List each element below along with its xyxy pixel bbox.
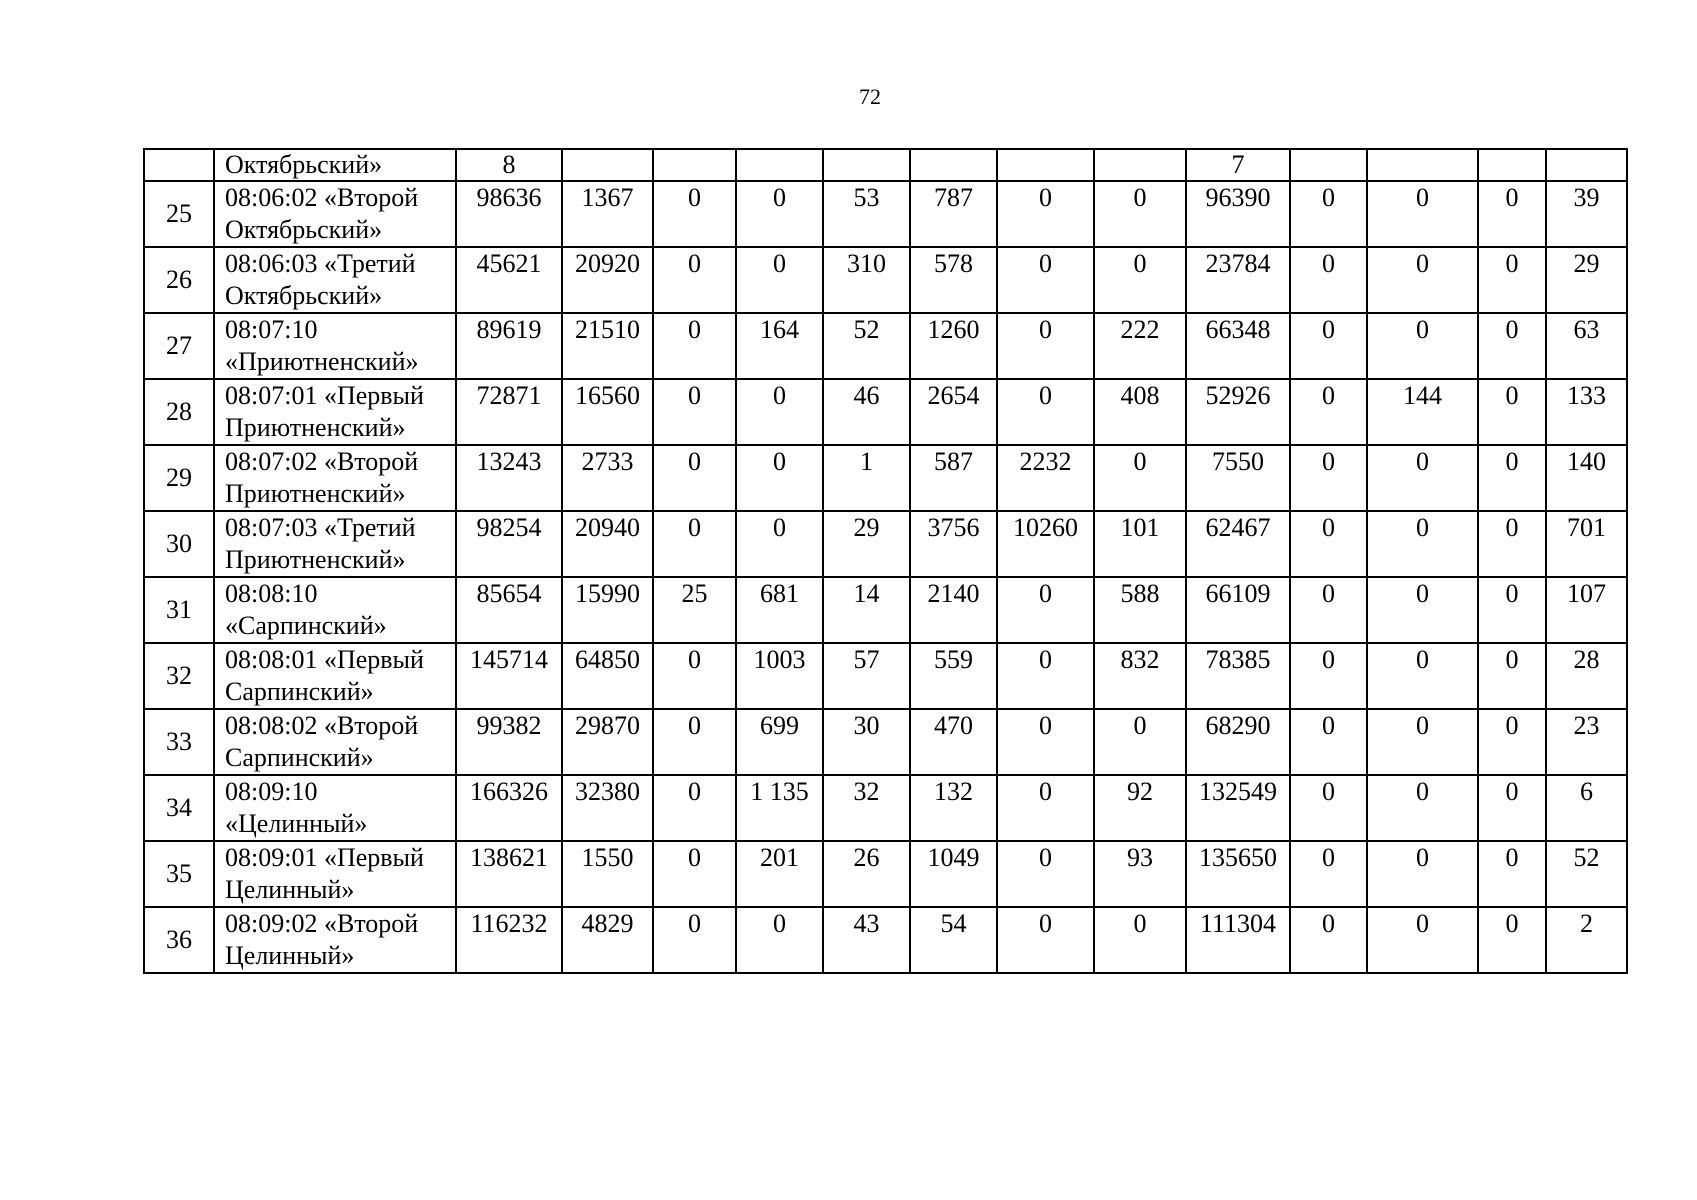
value-cell: 0 <box>653 709 736 775</box>
value-cell: 29 <box>1546 247 1627 313</box>
value-cell: 0 <box>1290 643 1367 709</box>
value-cell: 0 <box>997 775 1094 841</box>
table-row <box>144 379 1627 445</box>
value-cell: 54 <box>910 907 997 973</box>
value-cell <box>823 149 910 181</box>
value-cell: 0 <box>1290 841 1367 907</box>
value-cell: 52 <box>823 313 910 379</box>
value-cell: 1003 <box>736 643 823 709</box>
district-name-cell: 08:08:10 «Сарпинский» <box>214 577 456 643</box>
value-cell: 78385 <box>1186 643 1290 709</box>
value-cell: 0 <box>1094 247 1186 313</box>
value-cell: 140 <box>1546 445 1627 511</box>
value-cell: 0 <box>1478 511 1546 577</box>
value-cell: 25 <box>653 577 736 643</box>
value-cell: 0 <box>736 511 823 577</box>
value-cell: 116232 <box>456 907 562 973</box>
table-row <box>144 907 1627 973</box>
value-cell: 0 <box>1478 181 1546 247</box>
value-cell: 53 <box>823 181 910 247</box>
table-body <box>144 149 1627 973</box>
value-cell: 98254 <box>456 511 562 577</box>
value-cell: 107 <box>1546 577 1627 643</box>
value-cell: 39 <box>1546 181 1627 247</box>
value-cell: 0 <box>1367 247 1478 313</box>
value-cell: 30 <box>823 709 910 775</box>
district-name-cell: 08:07:03 «Третий Приютненский» <box>214 511 456 577</box>
value-cell: 0 <box>1478 775 1546 841</box>
value-cell: 0 <box>1367 313 1478 379</box>
value-cell: 0 <box>1478 379 1546 445</box>
value-cell: 0 <box>736 247 823 313</box>
table-row <box>144 775 1627 841</box>
value-cell: 588 <box>1094 577 1186 643</box>
district-name-cell: 08:07:02 «Второй Приютненский» <box>214 445 456 511</box>
value-cell: 0 <box>1290 445 1367 511</box>
value-cell: 0 <box>1367 775 1478 841</box>
district-name-cell: 08:08:02 «Второй Сарпинский» <box>214 709 456 775</box>
value-cell: 98636 <box>456 181 562 247</box>
value-cell: 681 <box>736 577 823 643</box>
value-cell: 0 <box>653 841 736 907</box>
data-table <box>143 148 1628 974</box>
table-row <box>144 643 1627 709</box>
value-cell <box>1367 149 1478 181</box>
value-cell: 0 <box>1094 445 1186 511</box>
value-cell: 787 <box>910 181 997 247</box>
value-cell: 1367 <box>562 181 653 247</box>
value-cell: 0 <box>1290 577 1367 643</box>
row-number-cell: 36 <box>144 907 214 973</box>
value-cell: 0 <box>1367 181 1478 247</box>
row-number-cell: 35 <box>144 841 214 907</box>
value-cell: 23784 <box>1186 247 1290 313</box>
value-cell: 0 <box>1367 709 1478 775</box>
value-cell: 0 <box>653 907 736 973</box>
value-cell: 15990 <box>562 577 653 643</box>
value-cell: 0 <box>736 379 823 445</box>
value-cell: 408 <box>1094 379 1186 445</box>
value-cell <box>736 149 823 181</box>
row-number-cell: 26 <box>144 247 214 313</box>
value-cell: 26 <box>823 841 910 907</box>
value-cell: 0 <box>1094 709 1186 775</box>
value-cell: 0 <box>1478 577 1546 643</box>
value-cell: 0 <box>1290 511 1367 577</box>
value-cell: 1049 <box>910 841 997 907</box>
value-cell <box>1094 149 1186 181</box>
table-row <box>144 247 1627 313</box>
value-cell: 166326 <box>456 775 562 841</box>
value-cell: 85654 <box>456 577 562 643</box>
value-cell: 222 <box>1094 313 1186 379</box>
value-cell: 92 <box>1094 775 1186 841</box>
value-cell: 0 <box>1478 709 1546 775</box>
table-row-continuation <box>144 149 1627 181</box>
table-row <box>144 841 1627 907</box>
district-name-cell: 08:07:01 «Первый Приютненский» <box>214 379 456 445</box>
row-number-cell: 25 <box>144 181 214 247</box>
value-cell: 0 <box>1478 445 1546 511</box>
value-cell: 7 <box>1186 149 1290 181</box>
value-cell: 52 <box>1546 841 1627 907</box>
value-cell: 0 <box>1478 907 1546 973</box>
value-cell: 201 <box>736 841 823 907</box>
value-cell: 21510 <box>562 313 653 379</box>
value-cell: 14 <box>823 577 910 643</box>
value-cell: 0 <box>1290 313 1367 379</box>
value-cell: 45621 <box>456 247 562 313</box>
district-name-cell: 08:09:01 «Первый Целинный» <box>214 841 456 907</box>
value-cell: 0 <box>1478 841 1546 907</box>
value-cell <box>653 149 736 181</box>
value-cell: 6 <box>1546 775 1627 841</box>
value-cell: 46 <box>823 379 910 445</box>
value-cell: 1260 <box>910 313 997 379</box>
value-cell: 133 <box>1546 379 1627 445</box>
row-number-cell: 31 <box>144 577 214 643</box>
value-cell: 99382 <box>456 709 562 775</box>
value-cell: 0 <box>1367 841 1478 907</box>
value-cell: 2654 <box>910 379 997 445</box>
value-cell <box>1478 149 1546 181</box>
value-cell: 32 <box>823 775 910 841</box>
value-cell: 62467 <box>1186 511 1290 577</box>
value-cell: 0 <box>1367 907 1478 973</box>
value-cell: 2733 <box>562 445 653 511</box>
value-cell: 0 <box>1478 313 1546 379</box>
value-cell: 7550 <box>1186 445 1290 511</box>
value-cell: 0 <box>1290 247 1367 313</box>
row-number-cell: 34 <box>144 775 214 841</box>
value-cell: 52926 <box>1186 379 1290 445</box>
value-cell: 1 135 <box>736 775 823 841</box>
value-cell: 63 <box>1546 313 1627 379</box>
value-cell: 4829 <box>562 907 653 973</box>
row-number-cell: 33 <box>144 709 214 775</box>
value-cell: 64850 <box>562 643 653 709</box>
value-cell: 29 <box>823 511 910 577</box>
value-cell: 0 <box>1367 511 1478 577</box>
value-cell: 0 <box>997 841 1094 907</box>
table-row <box>144 445 1627 511</box>
value-cell: 43 <box>823 907 910 973</box>
value-cell: 699 <box>736 709 823 775</box>
value-cell: 0 <box>653 775 736 841</box>
value-cell: 138621 <box>456 841 562 907</box>
value-cell: 578 <box>910 247 997 313</box>
value-cell: 66109 <box>1186 577 1290 643</box>
row-number-cell: 30 <box>144 511 214 577</box>
value-cell: 68290 <box>1186 709 1290 775</box>
value-cell: 145714 <box>456 643 562 709</box>
value-cell: 132549 <box>1186 775 1290 841</box>
value-cell <box>1546 149 1627 181</box>
value-cell: 0 <box>736 445 823 511</box>
value-cell: 0 <box>1478 643 1546 709</box>
value-cell: 0 <box>653 247 736 313</box>
value-cell: 28 <box>1546 643 1627 709</box>
value-cell: 559 <box>910 643 997 709</box>
value-cell: 29870 <box>562 709 653 775</box>
value-cell: 0 <box>1290 709 1367 775</box>
value-cell: 111304 <box>1186 907 1290 973</box>
value-cell: 2232 <box>997 445 1094 511</box>
row-number-cell: 27 <box>144 313 214 379</box>
value-cell: 1550 <box>562 841 653 907</box>
value-cell: 132 <box>910 775 997 841</box>
value-cell: 72871 <box>456 379 562 445</box>
value-cell: 2 <box>1546 907 1627 973</box>
value-cell: 96390 <box>1186 181 1290 247</box>
value-cell: 16560 <box>562 379 653 445</box>
value-cell: 101 <box>1094 511 1186 577</box>
district-name-cell: 08:06:02 «Второй Октябрьский» <box>214 181 456 247</box>
value-cell: 0 <box>997 709 1094 775</box>
value-cell: 135650 <box>1186 841 1290 907</box>
value-cell: 0 <box>1290 181 1367 247</box>
value-cell: 0 <box>997 181 1094 247</box>
value-cell: 0 <box>653 511 736 577</box>
value-cell: 0 <box>997 577 1094 643</box>
district-name-cell: 08:08:01 «Первый Сарпинский» <box>214 643 456 709</box>
value-cell: 66348 <box>1186 313 1290 379</box>
value-cell: 10260 <box>997 511 1094 577</box>
value-cell: 0 <box>736 181 823 247</box>
district-name-cell: 08:07:10 «Приютненский» <box>214 313 456 379</box>
table-row <box>144 577 1627 643</box>
table-row <box>144 709 1627 775</box>
value-cell: 0 <box>653 379 736 445</box>
value-cell: 20940 <box>562 511 653 577</box>
value-cell: 0 <box>653 181 736 247</box>
table-row <box>144 313 1627 379</box>
district-name-cell: Октябрьский» <box>214 149 456 181</box>
value-cell: 3756 <box>910 511 997 577</box>
value-cell: 0 <box>1367 643 1478 709</box>
value-cell: 93 <box>1094 841 1186 907</box>
value-cell: 0 <box>653 313 736 379</box>
value-cell: 0 <box>997 379 1094 445</box>
table-row <box>144 181 1627 247</box>
value-cell: 0 <box>653 643 736 709</box>
row-number-cell: 32 <box>144 643 214 709</box>
value-cell: 0 <box>1094 907 1186 973</box>
value-cell: 0 <box>1367 445 1478 511</box>
value-cell: 20920 <box>562 247 653 313</box>
value-cell: 0 <box>1290 775 1367 841</box>
value-cell: 0 <box>997 313 1094 379</box>
value-cell: 2140 <box>910 577 997 643</box>
value-cell: 0 <box>653 445 736 511</box>
value-cell <box>1290 149 1367 181</box>
value-cell: 587 <box>910 445 997 511</box>
value-cell: 23 <box>1546 709 1627 775</box>
value-cell: 0 <box>997 247 1094 313</box>
row-number-cell: 29 <box>144 445 214 511</box>
value-cell: 0 <box>997 643 1094 709</box>
value-cell: 89619 <box>456 313 562 379</box>
value-cell: 701 <box>1546 511 1627 577</box>
row-number-cell <box>144 149 214 181</box>
value-cell: 0 <box>736 907 823 973</box>
value-cell: 8 <box>456 149 562 181</box>
value-cell: 0 <box>1290 907 1367 973</box>
value-cell: 310 <box>823 247 910 313</box>
value-cell: 0 <box>997 907 1094 973</box>
value-cell: 0 <box>1094 181 1186 247</box>
value-cell: 0 <box>1478 247 1546 313</box>
district-name-cell: 08:06:03 «Третий Октябрьский» <box>214 247 456 313</box>
value-cell: 32380 <box>562 775 653 841</box>
page-number: 72 <box>859 84 881 109</box>
value-cell: 1 <box>823 445 910 511</box>
value-cell: 164 <box>736 313 823 379</box>
table-row <box>144 511 1627 577</box>
value-cell: 0 <box>1367 577 1478 643</box>
value-cell: 13243 <box>456 445 562 511</box>
district-name-cell: 08:09:02 «Второй Целинный» <box>214 907 456 973</box>
district-name-cell: 08:09:10 «Целинный» <box>214 775 456 841</box>
value-cell: 832 <box>1094 643 1186 709</box>
value-cell: 57 <box>823 643 910 709</box>
value-cell: 470 <box>910 709 997 775</box>
row-number-cell: 28 <box>144 379 214 445</box>
value-cell <box>997 149 1094 181</box>
value-cell <box>562 149 653 181</box>
value-cell: 0 <box>1290 379 1367 445</box>
value-cell <box>910 149 997 181</box>
value-cell: 144 <box>1367 379 1478 445</box>
